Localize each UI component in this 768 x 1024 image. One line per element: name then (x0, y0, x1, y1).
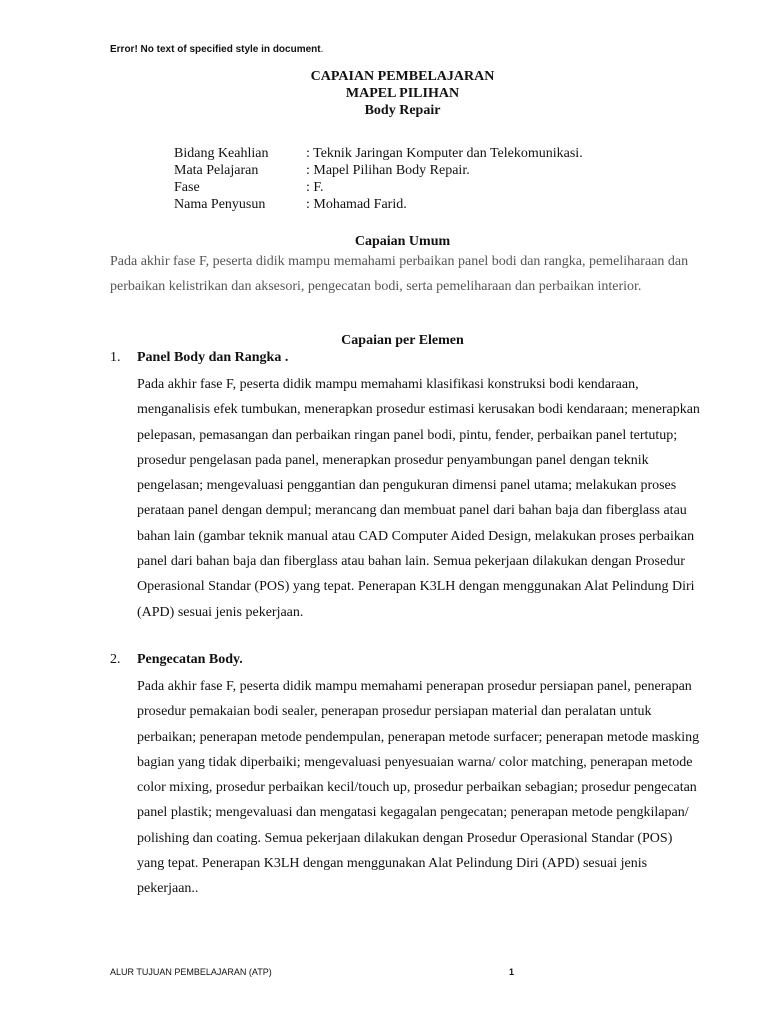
header-error-note (110, 44, 323, 55)
element-item (110, 651, 700, 902)
title-line-1: CAPAIAN PEMBELAJARAN (310, 69, 495, 84)
meta-row-fase (174, 179, 583, 196)
general-heading: Capaian Umum (354, 234, 451, 249)
title-line-2: MAPEL PILIHAN (345, 86, 460, 101)
element-description: Pada akhir fase F, peserta didik mampu memahami penerapan prosedur persiapan panel, penerapan prosedur pemakaian bodi sealer, penerapan prosedur persiapan material dan peralatan untuk perbaikan; penerapan metode pendempulan, penerapan metode surfacer; penerapan metode masking bagian yang tidak diperbaiki; mengevaluasi penyesuaian warna/ color matching, penerapan metode color mixing, prosedur perbaikan kecil/touch up, prosedur perbaikan sebagian; prosedur pengecatan panel plastik; mengevaluasi dan mengatasi kegagalan pengecatan; penerapan metode pengkilapan/ polishing dan coating. Semua pekerjaan dilakukan dengan Prosedur Operasional Standar (POS) yang tepat. Penerapan K3LH dengan menggunakan Alat Pelindung Diri (APD) sesuai jenis pekerjaan.. (137, 679, 700, 897)
meta-row-bidang (174, 145, 583, 162)
meta-value: : F. (306, 180, 324, 195)
element-title: Panel Body dan Rangka . (137, 350, 289, 365)
element-item (110, 349, 700, 625)
element-number: 2. (110, 652, 121, 667)
footer-label: ALUR TUJUAN PEMBELAJARAN (ATP) (110, 967, 272, 977)
element-item-header (110, 349, 700, 367)
header-error-period: . (320, 44, 324, 55)
element-description: Pada akhir fase F, peserta didik mampu memahami klasifikasi konstruksi bodi kendaraan, menganalisis efek tumbukan, menerapkan prosedur estimasi kerusakan bodi kendaraan; menerapkan pelepasan, pemasangan dan perbaikan ringan panel bodi, pintu, fender, perbaikan panel tertutup; prosedur pengelasan pada panel, menerapkan prosedur penyambungan panel dengan teknik pengelasan; mengevaluasi penggantian dan pengukuran dimensi panel utama; melakukan proses perataan panel dengan dempul; merancang dan membuat panel dari bahan baja dan fiberglass atau bahan lain (gambar teknik manual atau CAD Computer Aided Design, melakukan proses perbaikan panel dari bahan baja dan fiberglass atau bahan lain. Semua pekerjaan dilakukan dengan Prosedur Operasional Standar (POS) yang tepat. Penerapan K3LH dengan menggunakan Alat Pelindung Diri (APD) sesuai jenis pekerjaan. (137, 377, 700, 620)
element-number: 1. (110, 350, 121, 365)
general-paragraph: Pada akhir fase F, peserta didik mampu memahami perbaikan panel bodi dan rangka, pemeliharaan dan perbaikan kelistrikan dan aksesori, pengecatan bodi, serta pemeliharaan dan perbaikan interior. (110, 254, 689, 294)
meta-label: Nama Penyusun (174, 197, 266, 212)
title-line-3: Body Repair (364, 103, 441, 118)
meta-value: : Mapel Pilihan Body Repair. (306, 163, 470, 178)
meta-row-penyusun (174, 196, 583, 213)
element-item-header (110, 651, 700, 669)
meta-row-mapel (174, 162, 583, 179)
elements-heading: Capaian per Elemen (341, 333, 464, 348)
meta-value: : Teknik Jaringan Komputer dan Telekomunikasi. (306, 146, 583, 161)
meta-label: Fase (174, 180, 200, 195)
page-number: 1 (509, 967, 515, 977)
meta-info-block (174, 145, 583, 213)
header-error-text: Error! No text of specified style in document (110, 44, 321, 55)
meta-label: Bidang Keahlian (174, 146, 269, 161)
meta-label: Mata Pelajaran (174, 163, 259, 178)
meta-value: : Mohamad Farid. (306, 197, 407, 212)
element-title: Pengecatan Body. (137, 652, 243, 667)
document-title (0, 68, 768, 119)
